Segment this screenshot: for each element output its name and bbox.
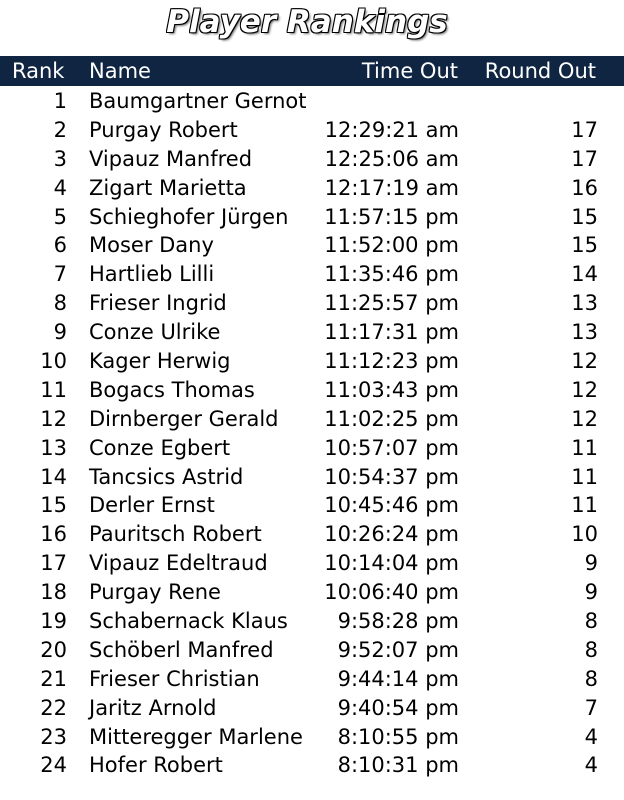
rank-cell: 16	[40, 522, 67, 547]
time-out-cell: 11:52:00 pm	[324, 233, 459, 258]
table-row	[0, 491, 624, 520]
round-out-cell: 9	[584, 551, 598, 576]
name-cell: Pauritsch Robert	[89, 522, 262, 547]
table-row	[0, 434, 624, 463]
rank-cell: 20	[40, 637, 67, 662]
table-row	[0, 87, 624, 116]
name-cell: Schieghofer Jürgen	[89, 204, 289, 229]
name-cell: Tancsics Astrid	[89, 464, 244, 489]
time-out-cell: 11:25:57 pm	[324, 291, 459, 316]
name-cell: Schöberl Manfred	[89, 637, 274, 662]
rank-cell: 15	[40, 493, 67, 518]
round-out-cell: 12	[571, 349, 598, 374]
rank-cell: 10	[40, 349, 67, 374]
time-out-cell: 10:06:40 pm	[324, 580, 459, 605]
rank-cell: 2	[53, 117, 67, 142]
round-out-cell: 10	[571, 522, 598, 547]
rank-cell: 14	[40, 464, 67, 489]
table-row	[0, 289, 624, 318]
round-out-cell: 9	[584, 580, 598, 605]
name-cell: Baumgartner Gernot	[89, 89, 307, 113]
round-out-cell: 12	[571, 406, 598, 431]
round-out-cell: 15	[571, 204, 598, 229]
time-out-cell: 11:03:43 pm	[324, 377, 459, 402]
name-cell: Vipauz Manfred	[89, 146, 253, 171]
round-out-cell: 7	[584, 695, 598, 720]
round-out-cell: 8	[584, 609, 598, 634]
time-out-cell: 11:35:46 pm	[324, 262, 459, 287]
rank-cell: 24	[40, 753, 67, 778]
name-cell: Hofer Robert	[89, 753, 223, 778]
table-row	[0, 665, 624, 694]
table-row	[0, 751, 624, 780]
rank-cell: 19	[40, 609, 67, 634]
rank-cell: 6	[53, 233, 67, 258]
round-out-cell: 11	[571, 435, 598, 460]
table-row	[0, 636, 624, 665]
round-out-cell: 17	[571, 117, 598, 142]
rank-cell: 1	[53, 89, 67, 113]
rank-cell: 7	[53, 262, 67, 287]
table-row	[0, 347, 624, 376]
name-cell: Vipauz Edeltraud	[89, 551, 268, 576]
time-out-cell: 11:57:15 pm	[324, 204, 459, 229]
table-row	[0, 116, 624, 145]
name-cell: Schabernack Klaus	[89, 609, 288, 634]
rank-cell: 13	[40, 435, 67, 460]
time-out-cell: 12:25:06 am	[324, 146, 459, 171]
table-row	[0, 607, 624, 636]
name-cell: Conze Egbert	[89, 435, 231, 460]
name-cell: Jaritz Arnold	[89, 695, 217, 720]
name-cell: Purgay Rene	[89, 580, 221, 605]
table-row	[0, 318, 624, 347]
rankings-table-body	[0, 87, 624, 780]
name-cell: Purgay Robert	[89, 117, 238, 142]
name-cell: Zigart Marietta	[89, 175, 247, 200]
round-out-cell: 13	[571, 291, 598, 316]
column-header-time-out: Time Out	[361, 59, 458, 83]
name-cell: Bogacs Thomas	[89, 377, 255, 402]
rank-cell: 4	[53, 175, 67, 200]
time-out-cell: 10:26:24 pm	[324, 522, 459, 547]
round-out-cell: 11	[571, 464, 598, 489]
table-row	[0, 723, 624, 752]
time-out-cell: 12:17:19 am	[324, 175, 459, 200]
time-out-cell: 9:58:28 pm	[337, 609, 459, 634]
time-out-cell: 9:40:54 pm	[337, 695, 459, 720]
name-cell: Dirnberger Gerald	[89, 406, 279, 431]
table-row	[0, 376, 624, 405]
name-cell: Hartlieb Lilli	[89, 262, 215, 287]
rank-cell: 9	[53, 320, 67, 345]
rank-cell: 21	[40, 666, 67, 691]
name-cell: Conze Ulrike	[89, 320, 221, 345]
round-out-cell: 4	[584, 724, 598, 749]
round-out-cell: 15	[571, 233, 598, 258]
rank-cell: 12	[40, 406, 67, 431]
name-cell: Mitteregger Marlene	[89, 724, 303, 749]
time-out-cell: 8:10:55 pm	[337, 724, 459, 749]
rank-cell: 23	[40, 724, 67, 749]
table-row	[0, 694, 624, 723]
round-out-cell: 14	[571, 262, 598, 287]
table-header	[0, 56, 624, 86]
table-row	[0, 231, 624, 260]
time-out-cell: 10:45:46 pm	[324, 493, 459, 518]
column-header-round-out: Round Out	[484, 59, 596, 83]
rank-cell: 22	[40, 695, 67, 720]
round-out-cell: 11	[571, 493, 598, 518]
time-out-cell: 11:02:25 pm	[324, 406, 459, 431]
rank-cell: 8	[53, 291, 67, 316]
name-cell: Kager Herwig	[89, 349, 231, 374]
round-out-cell: 8	[584, 637, 598, 662]
rank-cell: 18	[40, 580, 67, 605]
table-row	[0, 203, 624, 232]
table-row	[0, 174, 624, 203]
time-out-cell: 9:44:14 pm	[337, 666, 459, 691]
round-out-cell: 17	[571, 146, 598, 171]
rank-cell: 17	[40, 551, 67, 576]
time-out-cell: 11:12:23 pm	[324, 349, 459, 374]
table-row	[0, 405, 624, 434]
rank-cell: 11	[40, 377, 67, 402]
round-out-cell: 4	[584, 753, 598, 778]
table-row	[0, 578, 624, 607]
column-header-rank: Rank	[12, 59, 65, 83]
rank-cell: 5	[53, 204, 67, 229]
name-cell: Frieser Ingrid	[89, 291, 227, 316]
time-out-cell: 10:57:07 pm	[324, 435, 459, 460]
column-header-name: Name	[89, 59, 151, 83]
page-title: Player Rankings	[166, 4, 448, 40]
table-row	[0, 145, 624, 174]
round-out-cell: 13	[571, 320, 598, 345]
time-out-cell: 8:10:31 pm	[337, 753, 459, 778]
round-out-cell: 16	[571, 175, 598, 200]
name-cell: Moser Dany	[89, 233, 214, 258]
rank-cell: 3	[53, 146, 67, 171]
round-out-cell: 8	[584, 666, 598, 691]
time-out-cell: 9:52:07 pm	[337, 637, 459, 662]
round-out-cell: 12	[571, 377, 598, 402]
time-out-cell: 10:14:04 pm	[324, 551, 459, 576]
time-out-cell: 11:17:31 pm	[324, 320, 459, 345]
time-out-cell: 10:54:37 pm	[324, 464, 459, 489]
table-row	[0, 549, 624, 578]
name-cell: Derler Ernst	[89, 493, 215, 518]
table-row	[0, 463, 624, 492]
table-row	[0, 260, 624, 289]
time-out-cell: 12:29:21 am	[324, 117, 459, 142]
table-row	[0, 520, 624, 549]
name-cell: Frieser Christian	[89, 666, 260, 691]
